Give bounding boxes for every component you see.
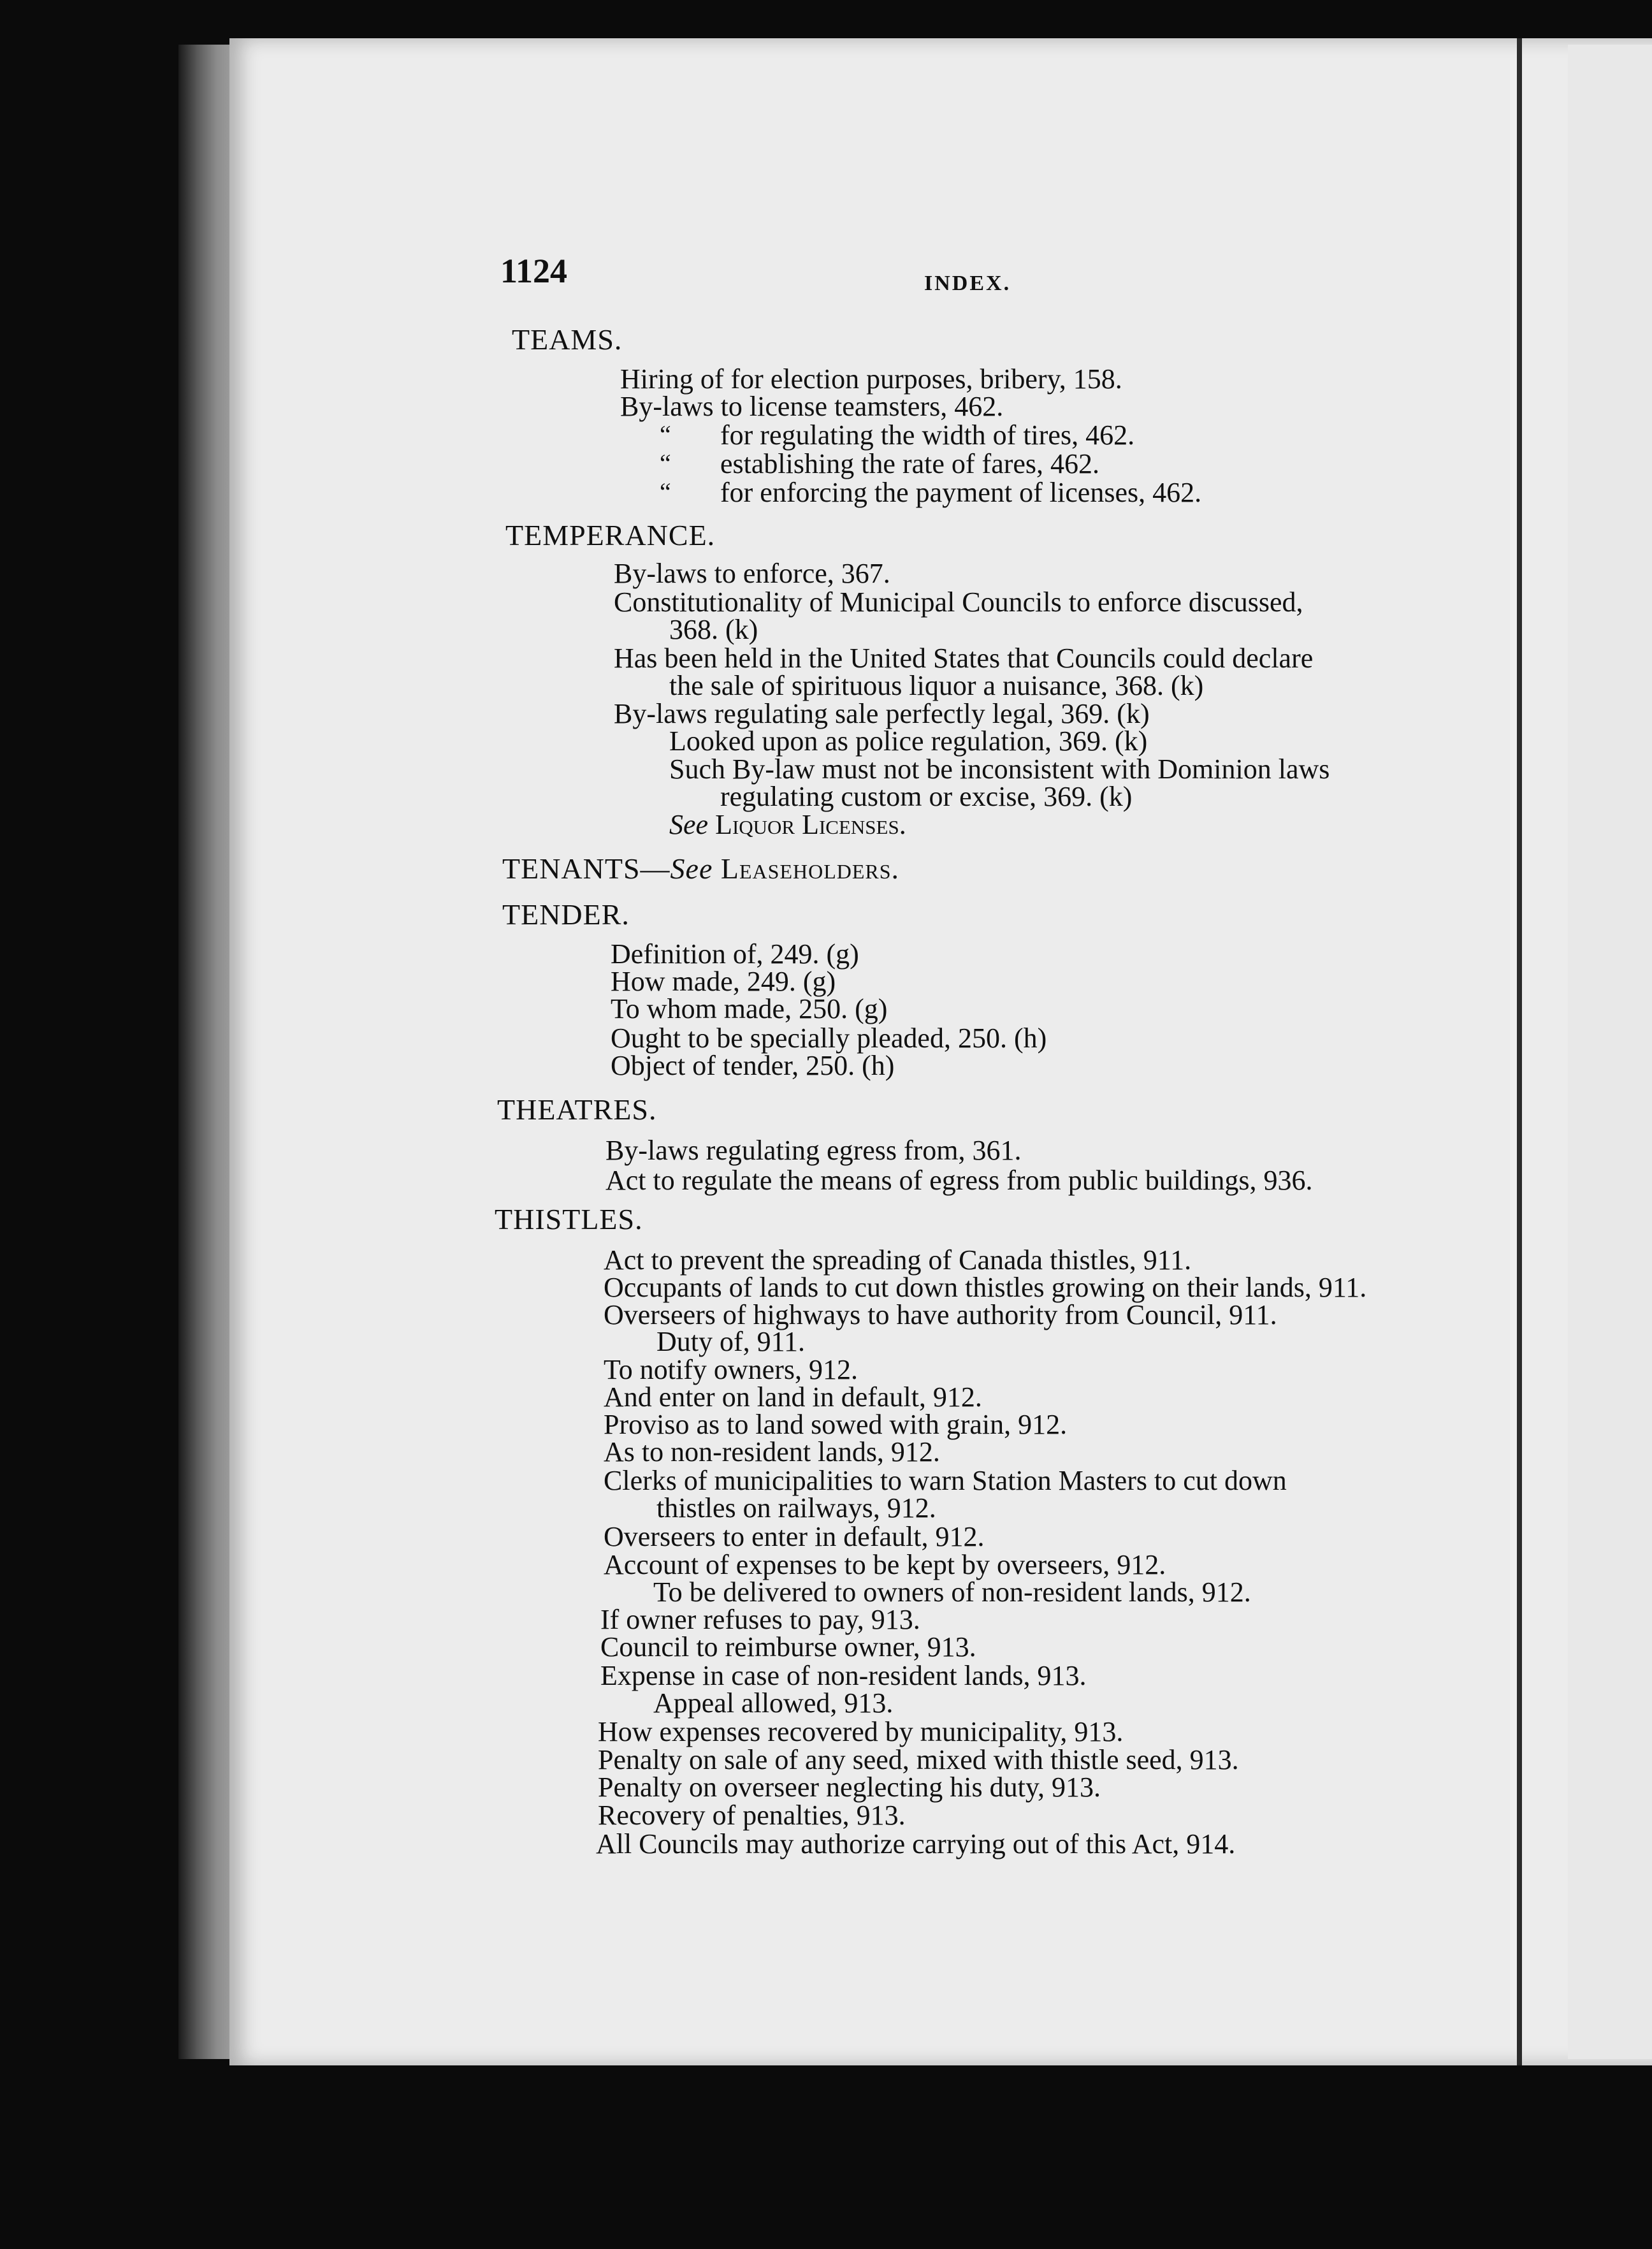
index-line: If owner refuses to pay, 913.: [600, 1604, 920, 1635]
index-line: To notify owners, 912.: [604, 1354, 858, 1385]
index-line: How expenses recovered by municipality, 913.: [598, 1716, 1124, 1747]
index-line: Recovery of penalties, 913.: [598, 1800, 906, 1831]
entry-heading-temperance: TEMPERANCE.: [505, 519, 716, 551]
index-line: Penalty on overseer neglecting his duty, 913.: [598, 1772, 1101, 1803]
index-line: thistles on railways, 912.: [656, 1492, 936, 1524]
index-line: Occupants of lands to cut down thistles growing on their lands, 911.: [604, 1272, 1367, 1303]
index-line: All Councils may authorize carrying out of this Act, 914.: [596, 1828, 1236, 1860]
ditto-mark: “: [660, 420, 671, 449]
index-line: Duty of, 911.: [656, 1326, 806, 1357]
index-line: To whom made, 250. (g): [611, 993, 888, 1024]
ditto-mark: “: [660, 477, 671, 506]
index-line: Council to reimburse owner, 913.: [600, 1631, 976, 1663]
running-head: INDEX.: [924, 272, 1011, 295]
index-line: 368. (k): [669, 614, 758, 645]
index-line: the sale of spirituous liquor a nuisance, 368. (k): [669, 670, 1204, 701]
page-gutter-shadow: [1517, 38, 1522, 2065]
index-line: Act to prevent the spreading of Canada thistles, 911.: [604, 1244, 1192, 1276]
index-line: Proviso as to land sowed with grain, 912.: [604, 1409, 1068, 1440]
index-line: Looked upon as police regulation, 369. (k): [669, 725, 1148, 757]
index-line: for regulating the width of tires, 462.: [720, 419, 1135, 451]
index-line: Overseers of highways to have authority from Council, 911.: [604, 1299, 1277, 1330]
index-line: Constitutionality of Municipal Councils to enforce discussed,: [614, 586, 1303, 618]
index-line: Hiring of for election purposes, bribery, 158.: [620, 363, 1122, 395]
index-line: By-laws to enforce, 367.: [614, 558, 890, 589]
page-number: 1124: [500, 252, 568, 290]
entry-heading-tender: TENDER.: [502, 898, 630, 931]
index-line: As to non-resident lands, 912.: [604, 1436, 940, 1467]
index-line: Such By-law must not be inconsistent with Dominion laws: [669, 753, 1330, 785]
facing-page-edge: [1568, 45, 1652, 2059]
index-line: Expense in case of non-resident lands, 913.: [600, 1660, 1087, 1691]
index-line: By-laws regulating sale perfectly legal, 369. (k): [614, 698, 1150, 729]
index-line: And enter on land in default, 912.: [604, 1381, 982, 1413]
entry-heading-teams: TEAMS.: [512, 323, 623, 356]
index-line: Has been held in the United States that Councils could declare: [614, 643, 1314, 674]
index-line: To be delivered to owners of non-resident lands, 912.: [653, 1576, 1251, 1608]
index-line: By-laws to license teamsters, 462.: [620, 391, 1004, 422]
index-line: How made, 249. (g): [611, 966, 836, 997]
index-line: Ought to be specially pleaded, 250. (h): [611, 1023, 1047, 1054]
index-line: Definition of, 249. (g): [611, 938, 859, 970]
entry-heading-thistles: THISTLES.: [495, 1203, 643, 1235]
index-line: Appeal allowed, 913.: [653, 1687, 894, 1719]
index-line: establishing the rate of fares, 462.: [720, 448, 1100, 479]
index-line: By-laws regulating egress from, 361.: [605, 1135, 1022, 1166]
cross-reference: See Liquor Licenses.: [669, 809, 906, 840]
index-line: for enforcing the payment of licenses, 462.: [720, 477, 1202, 508]
index-line: Clerks of municipalities to warn Station Masters to cut down: [604, 1465, 1287, 1496]
entry-heading-tenants: TENANTS—See Leaseholders.: [502, 852, 900, 885]
index-line: Overseers to enter in default, 912.: [604, 1521, 985, 1552]
entry-heading-theatres: THEATRES.: [497, 1093, 657, 1126]
index-line: regulating custom or excise, 369. (k): [720, 781, 1133, 812]
ditto-mark: “: [660, 449, 671, 477]
index-line: Object of tender, 250. (h): [611, 1050, 895, 1081]
index-line: Penalty on sale of any seed, mixed with thistle seed, 913.: [598, 1744, 1239, 1775]
index-line: Account of expenses to be kept by overseers, 912.: [604, 1549, 1166, 1580]
index-line: Act to regulate the means of egress from public buildings, 936.: [605, 1165, 1313, 1196]
